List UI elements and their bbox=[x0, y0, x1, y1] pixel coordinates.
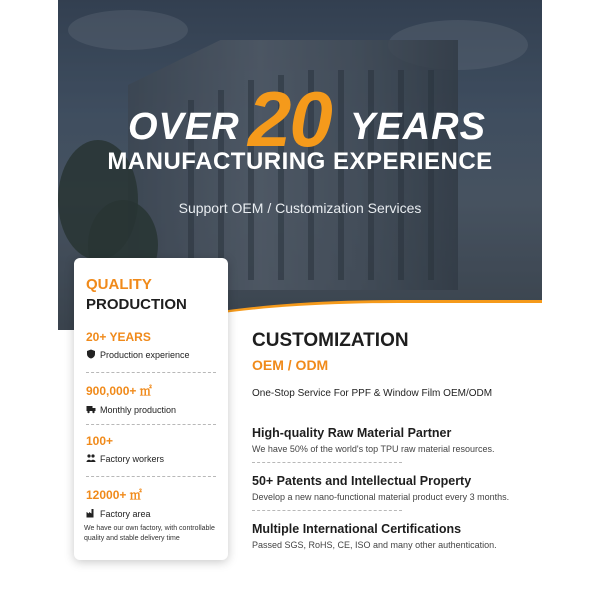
headline-over: OVER bbox=[128, 106, 240, 148]
truck-icon bbox=[86, 404, 96, 416]
quality-title: QUALITY bbox=[86, 276, 152, 293]
quality-production-card bbox=[74, 258, 228, 560]
feature-certifications bbox=[252, 522, 542, 550]
stat-value: 12000+ ㎡ bbox=[86, 488, 142, 502]
stat-experience bbox=[86, 330, 220, 361]
poster bbox=[58, 0, 542, 600]
feature-patents bbox=[252, 474, 542, 502]
factory-icon bbox=[86, 508, 96, 520]
support-text: Support OEM / Customization Services bbox=[178, 200, 422, 216]
stat-label: Monthly production bbox=[100, 405, 177, 415]
stat-value: 900,000+ ㎡ bbox=[86, 384, 152, 398]
oem-odm-subtitle: OEM / ODM bbox=[252, 357, 329, 373]
feature-heading: 50+ Patents and Intellectual Property bbox=[252, 474, 472, 488]
factory-note: We have our own factory, with controllable quality and stable delivery time bbox=[84, 525, 215, 542]
production-title: PRODUCTION bbox=[86, 296, 187, 313]
stat-monthly bbox=[86, 382, 220, 416]
feature-heading: High-quality Raw Material Partner bbox=[252, 426, 452, 440]
stat-label: Production experience bbox=[100, 350, 190, 360]
feature-raw-material bbox=[252, 426, 542, 454]
stat-value: 20+ YEARS bbox=[86, 330, 151, 344]
feature-desc: Develop a new nano-functional material product every 3 months. bbox=[252, 492, 510, 502]
people-icon bbox=[86, 453, 96, 465]
stat-workers bbox=[86, 434, 220, 465]
feature-desc: Passed SGS, RoHS, CE, ISO and many other authentication. bbox=[252, 540, 497, 550]
customization-title: CUSTOMIZATION bbox=[252, 330, 409, 351]
headline-years: YEARS bbox=[350, 106, 486, 148]
stat-area bbox=[86, 486, 220, 520]
one-stop-text: One-Stop Service For PPF & Window Film OEM/ODM bbox=[252, 388, 493, 399]
headline-number: 20 bbox=[248, 75, 331, 163]
stat-label: Factory area bbox=[100, 509, 151, 519]
stat-label: Factory workers bbox=[100, 454, 165, 464]
stat-value: 100+ bbox=[86, 434, 114, 448]
feature-desc: We have 50% of the world's top TPU raw material resources. bbox=[252, 444, 495, 454]
headline-subtitle: MANUFACTURING EXPERIENCE bbox=[107, 148, 493, 175]
feature-heading: Multiple International Certifications bbox=[252, 522, 462, 536]
shield-icon bbox=[86, 349, 96, 361]
